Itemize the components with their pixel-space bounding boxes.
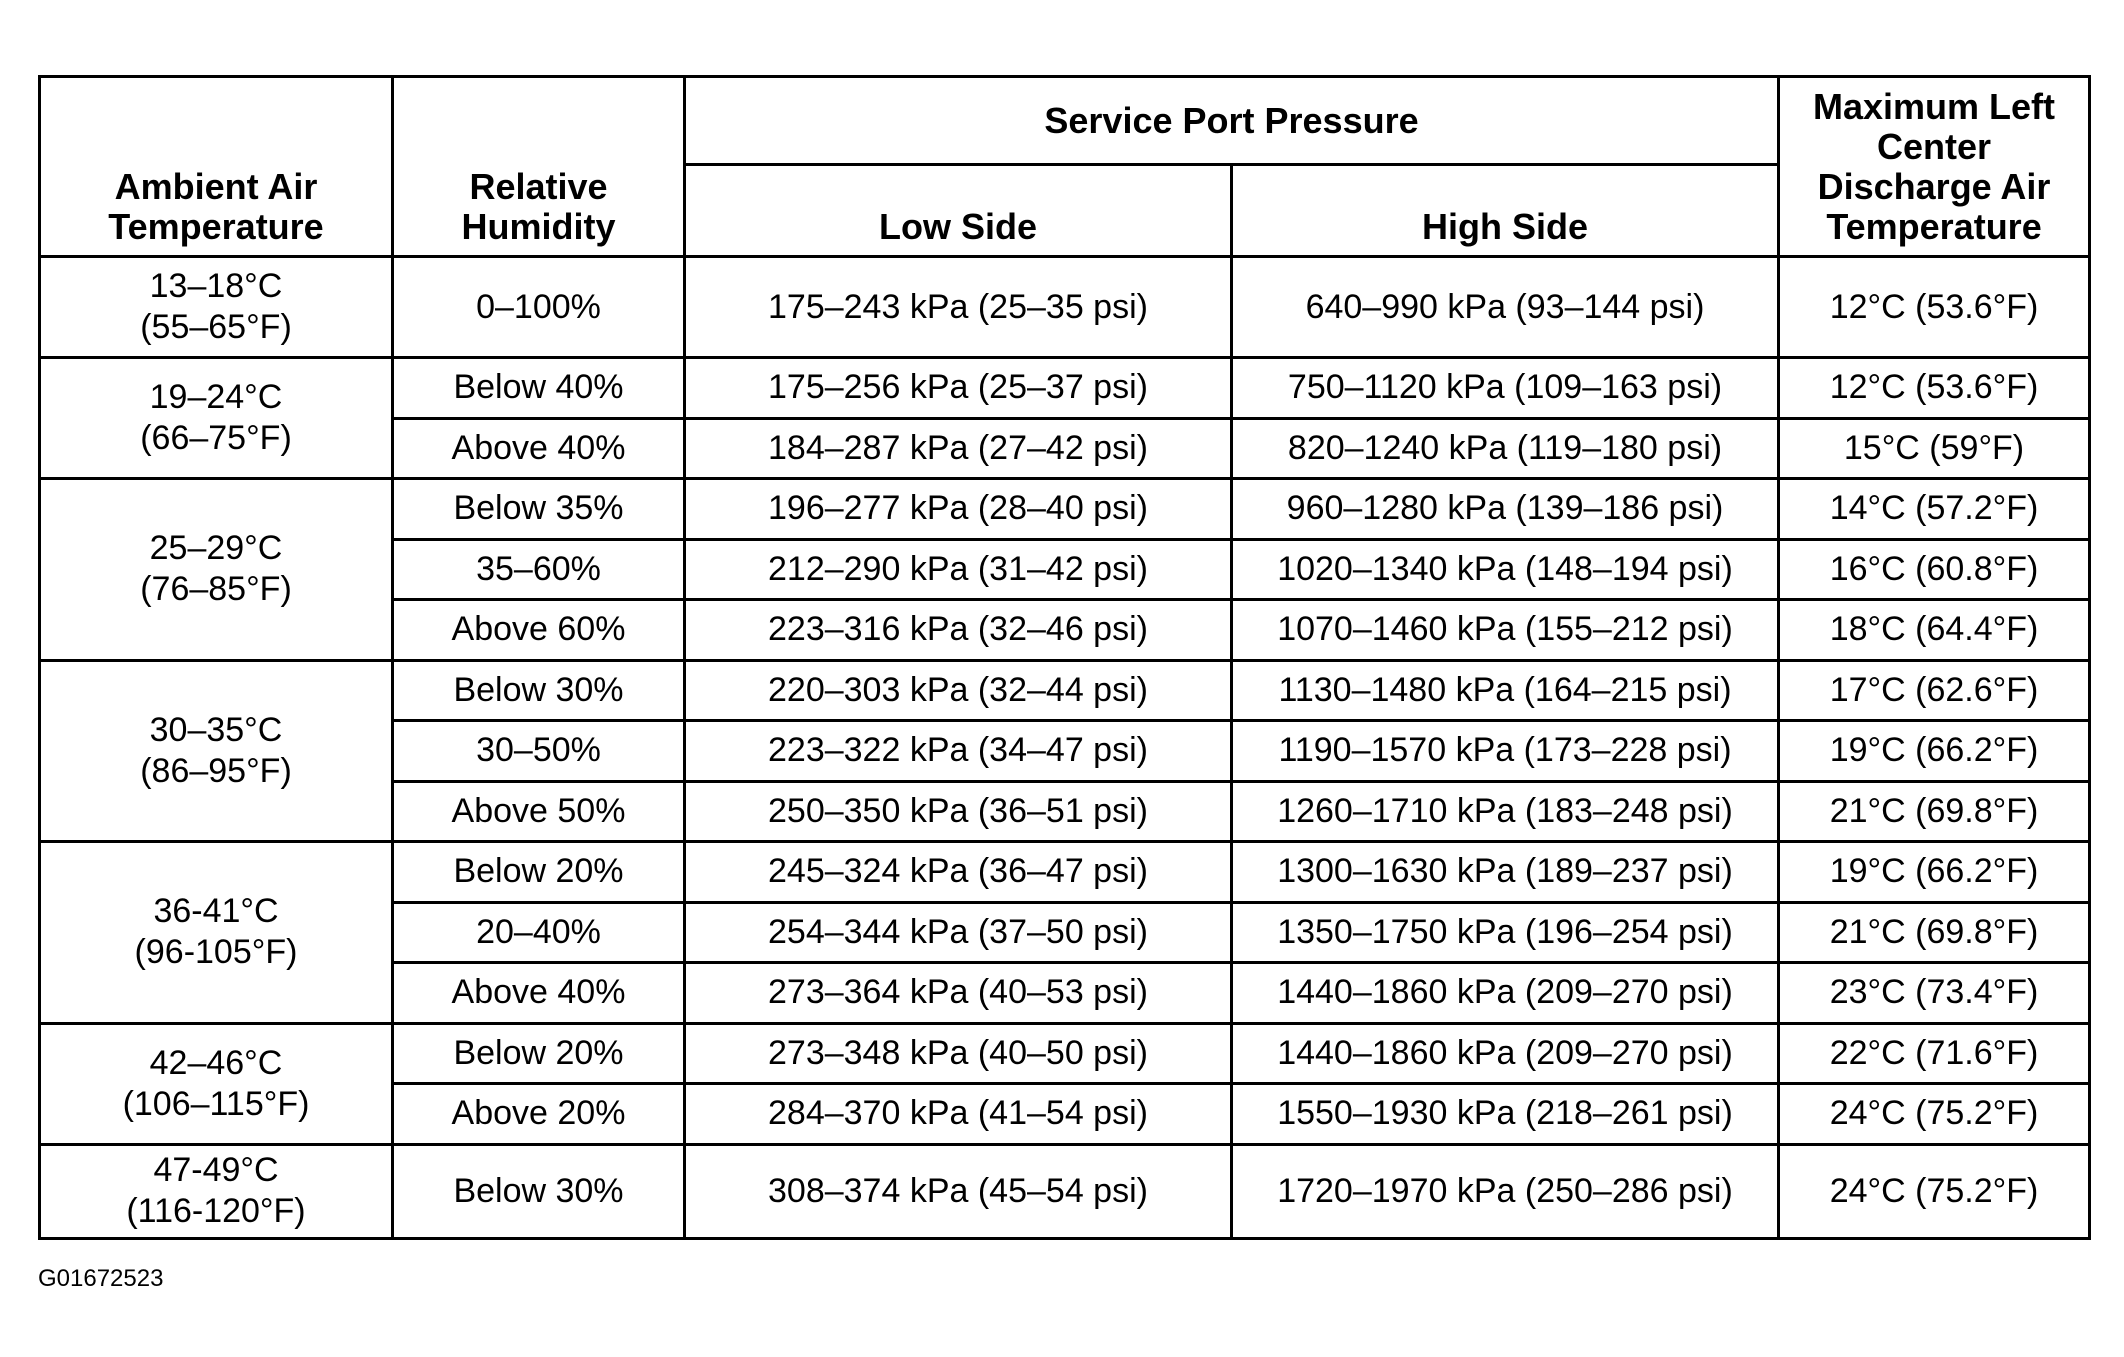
header-relative-humidity	[393, 77, 685, 257]
humidity-cell: Below 40%	[393, 358, 685, 419]
header-discharge-line-1: Maximum Left	[1812, 85, 2056, 127]
humidity-cell: Below 30%	[393, 660, 685, 721]
humidity-cell: Below 30%	[393, 1144, 685, 1238]
high-side-cell: 750–1120 kPa (109–163 psi)	[1232, 358, 1779, 419]
low-side-cell: 273–364 kPa (40–53 psi)	[685, 963, 1232, 1024]
ambient-temp-f: (116-120°F)	[126, 1192, 306, 1230]
header-discharge-line-3: Discharge Air	[1817, 165, 2051, 207]
high-side-cell: 1440–1860 kPa (209–270 psi)	[1232, 963, 1779, 1024]
humidity-cell: Above 20%	[393, 1084, 685, 1145]
header-humidity-line-1: Relative	[469, 166, 608, 207]
humidity-cell: Below 35%	[393, 479, 685, 540]
high-side-cell: 1720–1970 kPa (250–286 psi)	[1232, 1144, 1779, 1238]
low-side-cell: 223–322 kPa (34–47 psi)	[685, 721, 1232, 782]
ambient-temp-f: (106–115°F)	[122, 1084, 310, 1123]
discharge-temp-cell: 21°C (69.8°F)	[1779, 781, 2090, 842]
ambient-temp-c: 25–29°C	[149, 529, 283, 568]
discharge-temp-cell: 14°C (57.2°F)	[1779, 479, 2090, 540]
high-side-cell: 960–1280 kPa (139–186 psi)	[1232, 479, 1779, 540]
header-ambient-line-1: Ambient Air	[114, 166, 318, 207]
ambient-temp-c: 19–24°C	[149, 378, 283, 416]
header-humidity-line-2: Humidity	[461, 206, 616, 247]
high-side-cell: 1130–1480 kPa (164–215 psi)	[1232, 660, 1779, 721]
table-row	[40, 479, 2090, 540]
table-row	[40, 842, 2090, 903]
humidity-cell: Below 20%	[393, 1023, 685, 1084]
ambient-temp-cell	[40, 257, 393, 358]
discharge-temp-cell: 21°C (69.8°F)	[1779, 902, 2090, 963]
ambient-temp-c: 47-49°C	[153, 1151, 279, 1189]
header-ambient-air-temperature	[40, 77, 393, 257]
header-ambient-line-2: Temperature	[108, 206, 324, 247]
header-service-port-pressure: Service Port Pressure	[685, 77, 1779, 165]
table-row	[40, 660, 2090, 721]
table-row	[40, 358, 2090, 419]
discharge-temp-cell: 23°C (73.4°F)	[1779, 963, 2090, 1024]
humidity-cell: Above 40%	[393, 963, 685, 1024]
discharge-temp-cell: 18°C (64.4°F)	[1779, 600, 2090, 661]
high-side-cell: 1350–1750 kPa (196–254 psi)	[1232, 902, 1779, 963]
high-side-cell: 1440–1860 kPa (209–270 psi)	[1232, 1023, 1779, 1084]
pressure-spec-table-container	[38, 75, 2088, 1240]
header-low-side: Low Side	[685, 165, 1232, 257]
humidity-cell: 35–60%	[393, 539, 685, 600]
high-side-cell: 1020–1340 kPa (148–194 psi)	[1232, 539, 1779, 600]
humidity-cell: 20–40%	[393, 902, 685, 963]
ambient-temp-cell	[40, 479, 393, 661]
discharge-temp-cell: 15°C (59°F)	[1779, 418, 2090, 479]
ambient-temp-cell	[40, 660, 393, 842]
ambient-temp-c: 36-41°C	[153, 892, 279, 931]
humidity-cell: Above 40%	[393, 418, 685, 479]
low-side-cell: 175–243 kPa (25–35 psi)	[685, 257, 1232, 358]
low-side-cell: 254–344 kPa (37–50 psi)	[685, 902, 1232, 963]
humidity-cell: Below 20%	[393, 842, 685, 903]
discharge-temp-cell: 12°C (53.6°F)	[1779, 358, 2090, 419]
ambient-temp-cell	[40, 1023, 393, 1144]
header-row-1	[40, 77, 2090, 165]
header-high-side: High Side	[1232, 165, 1779, 257]
high-side-cell: 640–990 kPa (93–144 psi)	[1232, 257, 1779, 358]
high-side-cell: 1070–1460 kPa (155–212 psi)	[1232, 600, 1779, 661]
low-side-cell: 273–348 kPa (40–50 psi)	[685, 1023, 1232, 1084]
ambient-temp-f: (55–65°F)	[140, 308, 292, 346]
low-side-cell: 284–370 kPa (41–54 psi)	[685, 1084, 1232, 1145]
discharge-temp-cell: 12°C (53.6°F)	[1779, 257, 2090, 358]
low-side-cell: 308–374 kPa (45–54 psi)	[685, 1144, 1232, 1238]
humidity-cell: 30–50%	[393, 721, 685, 782]
low-side-cell: 223–316 kPa (32–46 psi)	[685, 600, 1232, 661]
low-side-cell: 250–350 kPa (36–51 psi)	[685, 781, 1232, 842]
discharge-temp-cell: 19°C (66.2°F)	[1779, 721, 2090, 782]
low-side-cell: 220–303 kPa (32–44 psi)	[685, 660, 1232, 721]
discharge-temp-cell: 16°C (60.8°F)	[1779, 539, 2090, 600]
high-side-cell: 1550–1930 kPa (218–261 psi)	[1232, 1084, 1779, 1145]
ambient-temp-f: (96-105°F)	[134, 933, 298, 972]
ambient-temp-c: 13–18°C	[149, 267, 283, 305]
ambient-temp-f: (86–95°F)	[140, 751, 292, 790]
discharge-temp-cell: 19°C (66.2°F)	[1779, 842, 2090, 903]
high-side-cell: 1190–1570 kPa (173–228 psi)	[1232, 721, 1779, 782]
ambient-temp-f: (66–75°F)	[140, 419, 292, 457]
high-side-cell: 1300–1630 kPa (189–237 psi)	[1232, 842, 1779, 903]
ambient-temp-c: 30–35°C	[149, 710, 283, 749]
high-side-cell: 820–1240 kPa (119–180 psi)	[1232, 418, 1779, 479]
low-side-cell: 184–287 kPa (27–42 psi)	[685, 418, 1232, 479]
low-side-cell: 196–277 kPa (28–40 psi)	[685, 479, 1232, 540]
discharge-temp-cell: 17°C (62.6°F)	[1779, 660, 2090, 721]
ambient-temp-f: (76–85°F)	[140, 570, 292, 609]
header-discharge-line-2: Center	[1877, 125, 1992, 167]
high-side-cell: 1260–1710 kPa (183–248 psi)	[1232, 781, 1779, 842]
table-row	[40, 1144, 2090, 1238]
table-row	[40, 257, 2090, 358]
humidity-cell: 0–100%	[393, 257, 685, 358]
discharge-temp-cell: 22°C (71.6°F)	[1779, 1023, 2090, 1084]
ambient-temp-cell	[40, 358, 393, 479]
humidity-cell: Above 60%	[393, 600, 685, 661]
ambient-temp-cell	[40, 1144, 393, 1238]
pressure-spec-table	[38, 75, 2091, 1240]
header-discharge-line-4: Temperature	[1826, 205, 2042, 247]
ambient-temp-cell	[40, 842, 393, 1024]
table-row	[40, 1023, 2090, 1084]
header-max-discharge-air-temperature	[1779, 77, 2090, 257]
ambient-temp-c: 42–46°C	[149, 1043, 283, 1082]
low-side-cell: 212–290 kPa (31–42 psi)	[685, 539, 1232, 600]
humidity-cell: Above 50%	[393, 781, 685, 842]
discharge-temp-cell: 24°C (75.2°F)	[1779, 1084, 2090, 1145]
low-side-cell: 245–324 kPa (36–47 psi)	[685, 842, 1232, 903]
figure-id: G01672523	[38, 1265, 164, 1292]
discharge-temp-cell: 24°C (75.2°F)	[1779, 1144, 2090, 1238]
low-side-cell: 175–256 kPa (25–37 psi)	[685, 358, 1232, 419]
